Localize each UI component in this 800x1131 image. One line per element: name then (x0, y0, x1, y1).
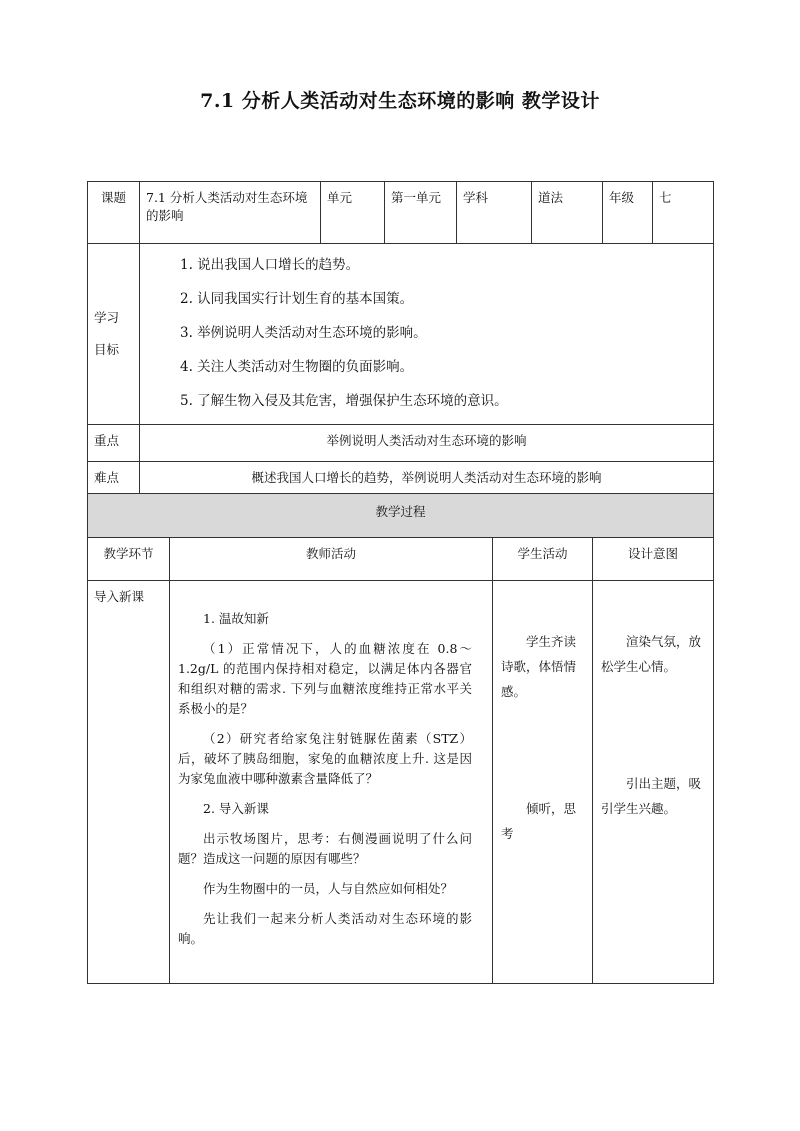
process-title: 教学过程 (88, 494, 714, 538)
info-table (87, 181, 714, 498)
intent-text-2: 引出主题，吸引学生兴趣。 (601, 776, 702, 816)
objective-item: 3. 举例说明人类活动对生态环境的影响。 (180, 325, 427, 341)
objective-item: 4. 关注人类活动对生物圈的负面影响。 (180, 359, 414, 375)
teacher-paragraph: （2）研究者给家兔注射链脲佐菌素（STZ）后，破坏了胰岛细胞，家兔的血糖浓度上升. 这是因为家兔血液中哪种激素含量降低了？ (178, 731, 472, 786)
objective-item: 5. 了解生物入侵及其危害，增强保护生态环境的意识。 (180, 393, 508, 409)
intent-text-1: 渲染气氛，放松学生心情。 (601, 634, 702, 674)
key-point-label: 重点 (88, 425, 140, 462)
teacher-paragraph: 出示牧场图片，思考：右侧漫画说明了什么问题？造成这一问题的原因有哪些？ (178, 831, 472, 866)
teacher-activity (170, 581, 493, 984)
subject-label: 学科 (457, 182, 532, 244)
teacher-paragraph: 作为生物圈中的一员，人与自然应如何相处？ (203, 881, 454, 896)
difficulty-label: 难点 (88, 462, 140, 498)
col-intent: 设计意图 (593, 538, 714, 581)
student-text-2: 倾听，思考 (501, 801, 577, 841)
difficulty-value: 概述我国人口增长的趋势，举例说明人类活动对生态环境的影响 (140, 462, 714, 498)
page-title: 7.1 分析人类活动对生态环境的影响 教学设计 (200, 90, 600, 112)
unit-label: 单元 (321, 182, 385, 244)
grade-value: 七 (653, 182, 714, 244)
grade-label: 年级 (603, 182, 653, 244)
col-student: 学生活动 (493, 538, 593, 581)
topic-label: 课题 (88, 182, 140, 244)
objectives-list (140, 244, 714, 425)
col-teacher: 教师活动 (170, 538, 493, 581)
teacher-heading-2: 2. 导入新课 (203, 801, 269, 816)
process-table (87, 493, 714, 984)
objectives-label (88, 244, 140, 425)
objectives-label-line2: 目标 (94, 342, 120, 357)
design-intent (593, 581, 714, 984)
objective-item: 2. 认同我国实行计划生育的基本国策。 (180, 291, 414, 307)
unit-value: 第一单元 (385, 182, 457, 244)
key-point-value: 举例说明人类活动对生态环境的影响 (140, 425, 714, 462)
topic-value: 7.1 分析人类活动对生态环境的影响 (140, 182, 321, 244)
col-stage: 教学环节 (88, 538, 170, 581)
student-activity (493, 581, 593, 984)
teacher-paragraph: 先让我们一起来分析人类活动对生态环境的影响。 (178, 911, 472, 946)
teacher-paragraph: （1）正常情况下，人的血糖浓度在 0.8～1.2g/L 的范围内保持相对稳定，以满足体内各器官和组织对糖的需求. 下列与血糖浓度维持正常水平关系极小的是？ (178, 641, 472, 716)
teacher-heading-1: 1. 温故知新 (203, 611, 269, 626)
objectives-label-line1: 学习 (94, 309, 120, 325)
subject-value: 道法 (532, 182, 603, 244)
stage-cell: 导入新课 (88, 581, 170, 984)
objective-item: 1. 说出我国人口增长的趋势。 (180, 257, 360, 273)
student-text-1: 学生齐读诗歌，体悟情感。 (501, 634, 577, 699)
